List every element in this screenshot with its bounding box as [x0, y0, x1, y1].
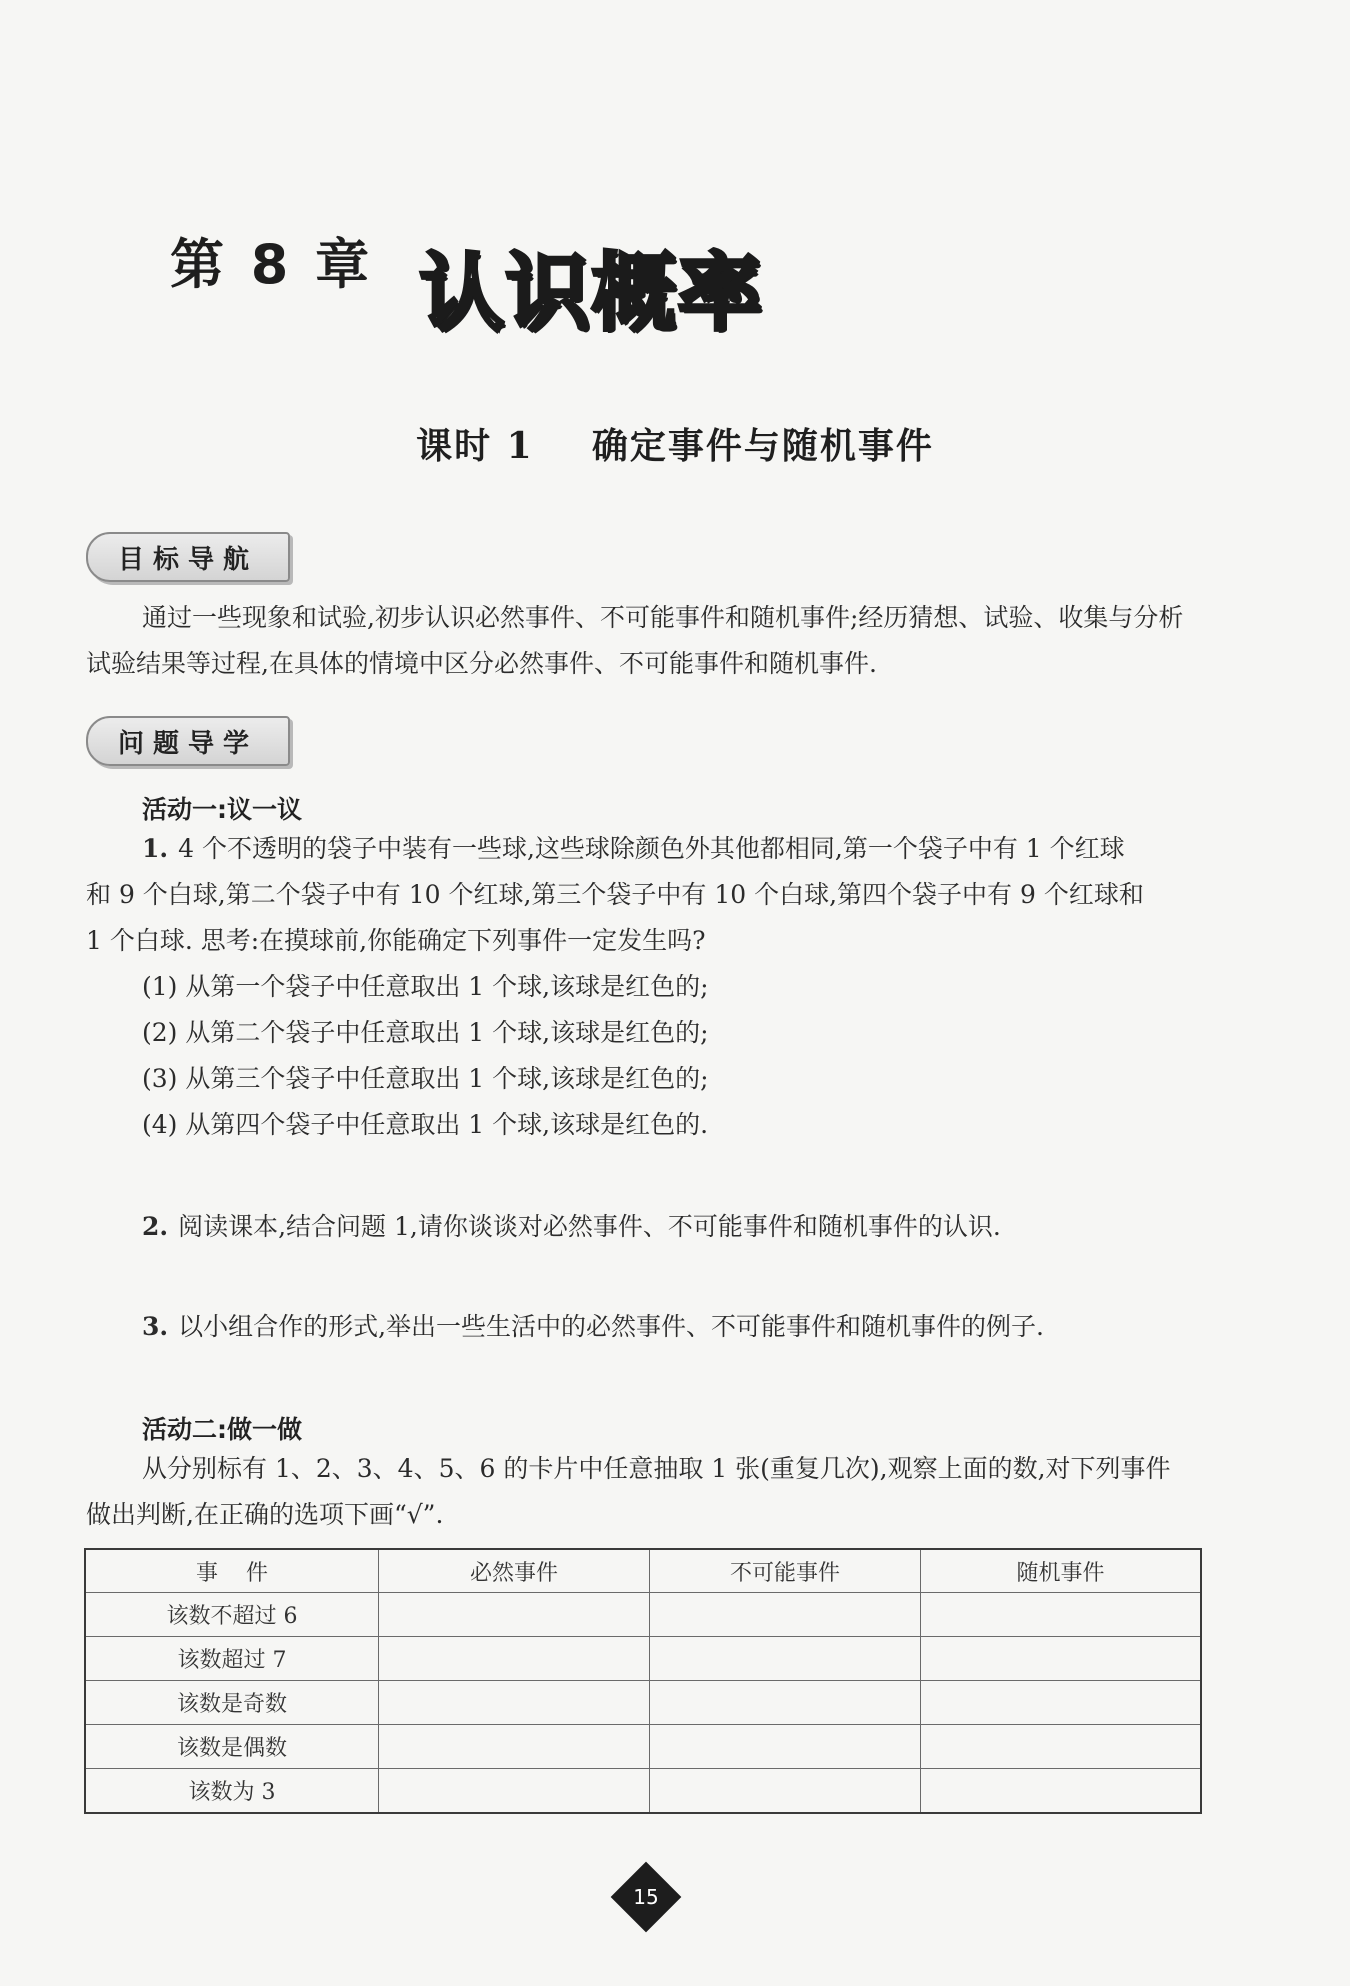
header-event: 事 件: [85, 1549, 379, 1593]
event-cell: 该数超过 7: [85, 1637, 379, 1681]
check-cell-certain[interactable]: [379, 1637, 650, 1681]
header-random: 随机事件: [921, 1549, 1202, 1593]
check-cell-impossible[interactable]: [650, 1637, 921, 1681]
check-cell-certain[interactable]: [379, 1681, 650, 1725]
check-cell-certain[interactable]: [379, 1593, 650, 1637]
check-cell-random[interactable]: [921, 1681, 1202, 1725]
check-cell-random[interactable]: [921, 1593, 1202, 1637]
check-cell-impossible[interactable]: [650, 1681, 921, 1725]
table-row: [85, 1593, 1201, 1637]
question-1-number: 1.: [142, 834, 169, 863]
event-cell: 该数不超过 6: [85, 1593, 379, 1637]
question-1-text-1: 4 个不透明的袋子中装有一些球,这些球除颜色外其他都相同,第一个袋子中有 1 个红球: [178, 834, 1125, 863]
question-1-line-3: 1 个白球. 思考:在摸球前,你能确定下列事件一定发生吗?: [86, 926, 706, 955]
table-row: [85, 1769, 1201, 1814]
question-2-number: 2.: [142, 1212, 169, 1241]
question-1-line-2: 和 9 个白球,第二个袋子中有 10 个红球,第三个袋子中有 10 个白球,第四个袋子中有 9 个红球和: [86, 880, 1144, 909]
question-2: [142, 1204, 1212, 1250]
section-tab-problems: 问题导学: [86, 716, 290, 766]
event-cell: 该数是偶数: [85, 1725, 379, 1769]
event-cell: 该数为 3: [85, 1769, 379, 1814]
judgement-table: [84, 1548, 1202, 1814]
question-3: [142, 1304, 1212, 1350]
question-2-text: 阅读课本,结合问题 1,请你谈谈对必然事件、不可能事件和随机事件的认识.: [178, 1212, 1001, 1241]
chapter-label: 第 8 章: [170, 233, 374, 296]
check-cell-random[interactable]: [921, 1725, 1202, 1769]
question-1-item: (1) 从第一个袋子中任意取出 1 个球,该球是红色的;: [142, 972, 709, 1001]
lesson-title: 课时 1 确定事件与随机事件: [416, 425, 934, 467]
event-cell: 该数是奇数: [85, 1681, 379, 1725]
question-1-item: (2) 从第二个袋子中任意取出 1 个球,该球是红色的;: [142, 1018, 709, 1047]
goals-paragraph: 通过一些现象和试验,初步认识必然事件、不可能事件和随机事件;经历猜想、试验、收集与分析试验结果等过程,在具体的情境中区分必然事件、不可能事件和随机事件.: [86, 603, 1184, 678]
check-cell-certain[interactable]: [379, 1769, 650, 1814]
activity2-line-1: 从分别标有 1、2、3、4、5、6 的卡片中任意抽取 1 张(重复几次),观察上面的数,对下列事件: [142, 1454, 1171, 1483]
question-1-item: (4) 从第四个袋子中任意取出 1 个球,该球是红色的.: [142, 1110, 709, 1139]
table-header-row: [85, 1549, 1201, 1593]
table-row: [85, 1637, 1201, 1681]
table-row: [85, 1725, 1201, 1769]
header-impossible: 不可能事件: [650, 1549, 921, 1593]
question-3-text: 以小组合作的形式,举出一些生活中的必然事件、不可能事件和随机事件的例子.: [178, 1312, 1045, 1341]
question-1-item: (3) 从第三个袋子中任意取出 1 个球,该球是红色的;: [142, 1064, 709, 1093]
check-cell-random[interactable]: [921, 1769, 1202, 1814]
check-cell-certain[interactable]: [379, 1725, 650, 1769]
chapter-title: 认识概率: [420, 244, 765, 342]
table-row: [85, 1681, 1201, 1725]
header-certain: 必然事件: [379, 1549, 650, 1593]
check-cell-impossible[interactable]: [650, 1769, 921, 1814]
question-1-line-1: [142, 826, 1212, 872]
activity1-heading: 活动一:议一议: [142, 795, 302, 824]
check-cell-impossible[interactable]: [650, 1593, 921, 1637]
section-tab-goals: 目标导航: [86, 532, 290, 582]
page-number: 15: [633, 1885, 659, 1909]
check-cell-random[interactable]: [921, 1637, 1202, 1681]
question-3-number: 3.: [142, 1312, 169, 1341]
activity2-line-2: 做出判断,在正确的选项下画“√”.: [86, 1500, 444, 1529]
activity2-heading: 活动二:做一做: [142, 1415, 302, 1444]
check-cell-impossible[interactable]: [650, 1725, 921, 1769]
